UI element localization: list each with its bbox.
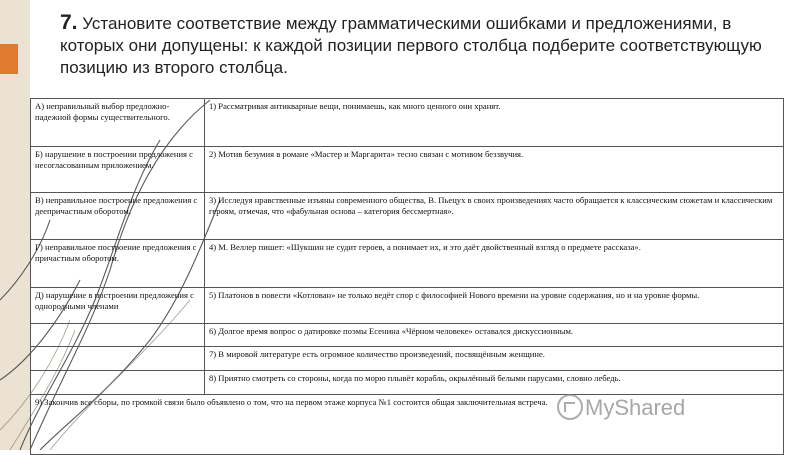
- table-row: [31, 324, 784, 347]
- table-row: [31, 288, 784, 324]
- sentence-cell: 2) Мотив безумия в романе «Мастер и Маргарита» тесно связан с мотивом беззвучия.: [205, 147, 784, 193]
- table-row: [31, 99, 784, 147]
- task-number: 7.: [60, 11, 78, 34]
- table-row: [31, 240, 784, 288]
- error-type-cell: А) неправильный выбор предложно-падежной формы существительного.: [31, 99, 205, 147]
- error-type-cell: В) неправильное построение предложения с деепричастным оборотом.: [31, 193, 205, 240]
- sentence-cell: 3) Исследуя нравственные изъяны современного общества, В. Пьецух в своих произведениях часто обращается к классическим сюжетам и классическим героям, отмечая, что «фабульная основа – категория бессмертная».: [205, 193, 784, 240]
- watermark-text: MyShared: [585, 395, 686, 420]
- error-type-cell: Д) нарушение в построении предложения с однородными членами: [31, 288, 205, 324]
- myshared-logo-icon: [556, 393, 584, 421]
- task-title: [60, 12, 780, 79]
- task-text: Установите соответствие между грамматическими ошибками и предложениями, в которых они допущены: к каждой позиции первого столбца подберите соответствующую позицию из второго столбца.: [60, 14, 762, 77]
- table-row: [31, 371, 784, 395]
- sentence-cell: 1) Рассматривая антикварные вещи, понимаешь, как много ценного они хранят.: [205, 99, 784, 147]
- sentence-cell: 8) Приятно смотреть со стороны, когда по морю плывёт корабль, окрылённый белыми парусами, словно лебедь.: [205, 371, 784, 395]
- error-type-cell: Б) нарушение в построении предложения с несогласованным приложением.: [31, 147, 205, 193]
- sentence-cell-last: 9) Закончив все сборы, по громкой связи было объявлено о том, что на первом этаже корпуса №1 состоится общая заключительная встреча.: [31, 395, 784, 455]
- sentence-cell: 4) М. Веллер пишет: «Шукшин не судит героев, а понимает их, и это даёт двойственный взгляд о предмете рассказа».: [205, 240, 784, 288]
- error-type-cell: Г) неправильное построение предложения с причастным оборотом.: [31, 240, 205, 288]
- table-row: [31, 193, 784, 240]
- table-row: [31, 347, 784, 371]
- sentence-cell: 5) Платонов в повести «Котлован» не только ведёт спор с философией Нового времени на уровне содержания, но и на уровне формы.: [205, 288, 784, 324]
- error-type-cell: [31, 324, 205, 347]
- table-row: [31, 147, 784, 193]
- sentence-cell: 6) Долгое время вопрос о датировке поэмы Есенина «Чёрном человеке» оставался дискуссионным.: [205, 324, 784, 347]
- error-type-cell: [31, 371, 205, 395]
- error-type-cell: [31, 347, 205, 371]
- sentence-cell: 7) В мировой литературе есть огромное количество произведений, посвящённым женщине.: [205, 347, 784, 371]
